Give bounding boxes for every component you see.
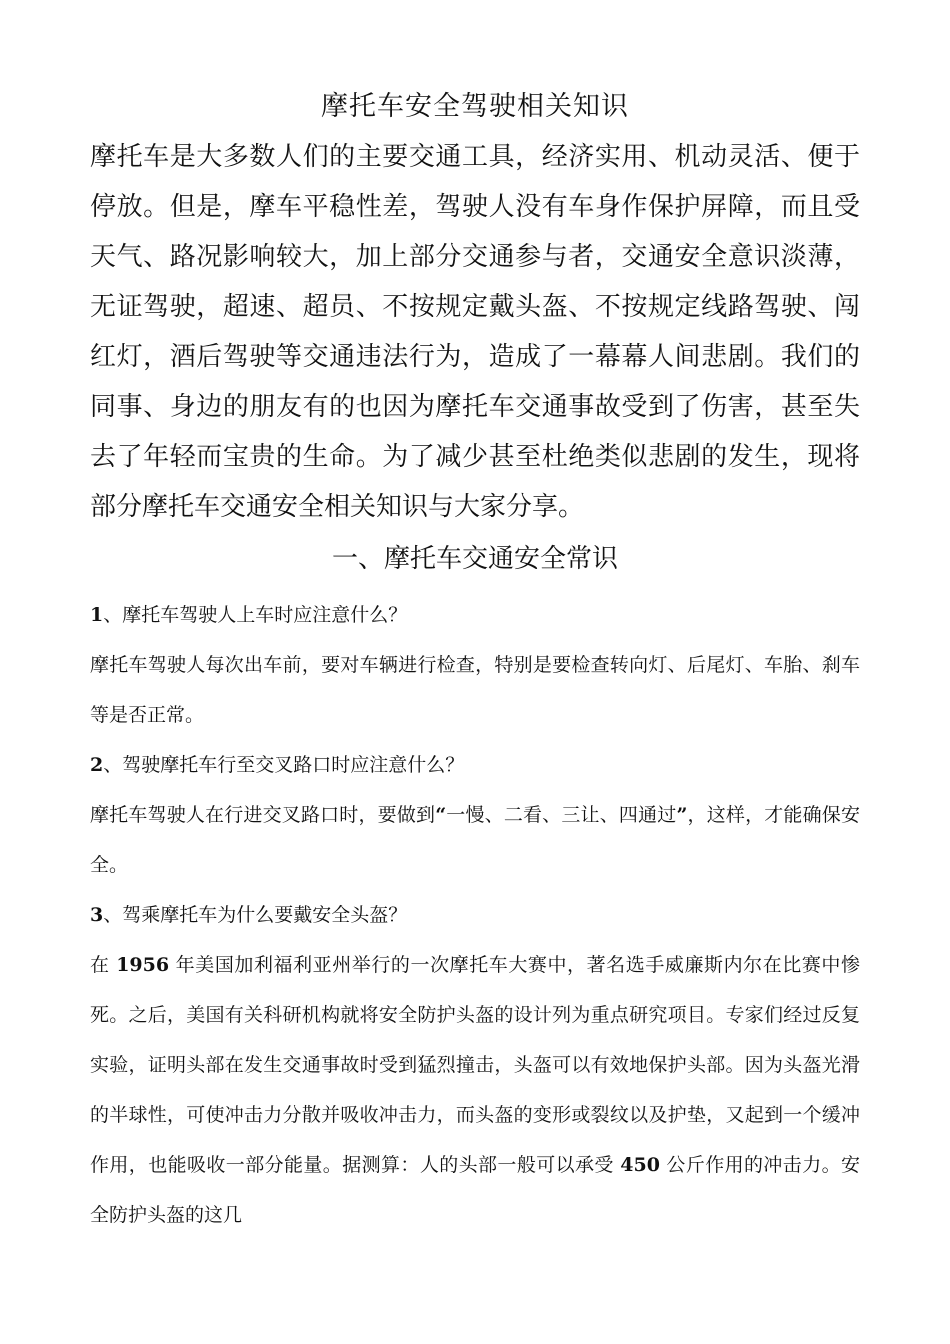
document-page [90,82,860,1240]
answer-3 [90,940,860,1240]
document-title: 摩托车安全驾驶相关知识 [321,91,629,122]
question-number: 3 [90,904,104,926]
answer-text: 公斤作用的冲击力。安全防护头盔的这几 [90,1154,861,1226]
intro-paragraph: 摩托车是大多数人们的主要交通工具，经济实用、机动灵活、便于停放。但是，摩车平稳性差，驾驶人没有车身作保护屏障，而且受天气、路况影响较大，加上部分交通参与者，交通安全意识淡薄，无证驾驶，超速、超员、不按规定戴头盔、不按规定线路驾驶、闯红灯，酒后驾驶等交通违法行为，造成了一幕幕人间悲剧。我们的同事、身边的朋友有的也因为摩托车交通事故受到了伤害，甚至失去了年轻而宝贵的生命。为了减少甚至杜绝类似悲剧的发生，现将部分摩托车交通安全相关知识与大家分享。 [90,142,860,522]
question-number: 1 [90,604,104,626]
question-text: 、驾驶摩托车行至交叉路口时应注意什么？ [103,754,465,776]
question-2 [90,740,860,790]
question-text: 、摩托车驾驶人上车时应注意什么？ [103,604,408,626]
answer-text: ，这样，才能确保安全。 [90,804,860,876]
answer-quote: 一慢、二看、三让、四通过 [446,804,677,826]
question-number: 2 [90,754,104,776]
answer-year: 1956 [116,954,170,976]
answer-force: 450 [620,1154,660,1176]
answer-text: 年美国加利福利亚州举行的一次摩托车大赛中，著名选手威廉斯内尔在比赛中惨死。之后，美国有关科研机构就将安全防护头盔的设计列为重点研究项目。专家们经过反复实验，证明头部在发生交通事故时受到猛烈撞击，头盔可以有效地保护头部。因为头盔光滑的半球性，可使冲击力分散并吸收冲击力，而头盔的变形或裂纹以及护垫，又起到一个缓冲作用，也能吸收一部分能量。据测算：人的头部一般可以承受 [90,954,860,1176]
answer-text: 摩托车驾驶人在行进交叉路口时，要做到 [90,804,436,826]
answer-2 [90,790,860,890]
answer-text: 在 [90,954,117,976]
question-text: 、驾乘摩托车为什么要戴安全头盔？ [103,904,408,926]
question-1 [90,590,860,640]
question-3 [90,890,860,940]
quote-mark-open: “ [435,804,447,826]
answer-1: 摩托车驾驶人每次出车前，要对车辆进行检查，特别是要检查转向灯、后尾灯、车胎、刹车等是否正常。 [90,654,860,726]
section-heading: 一、摩托车交通安全常识 [331,544,618,574]
quote-mark-close: ” [676,804,688,826]
